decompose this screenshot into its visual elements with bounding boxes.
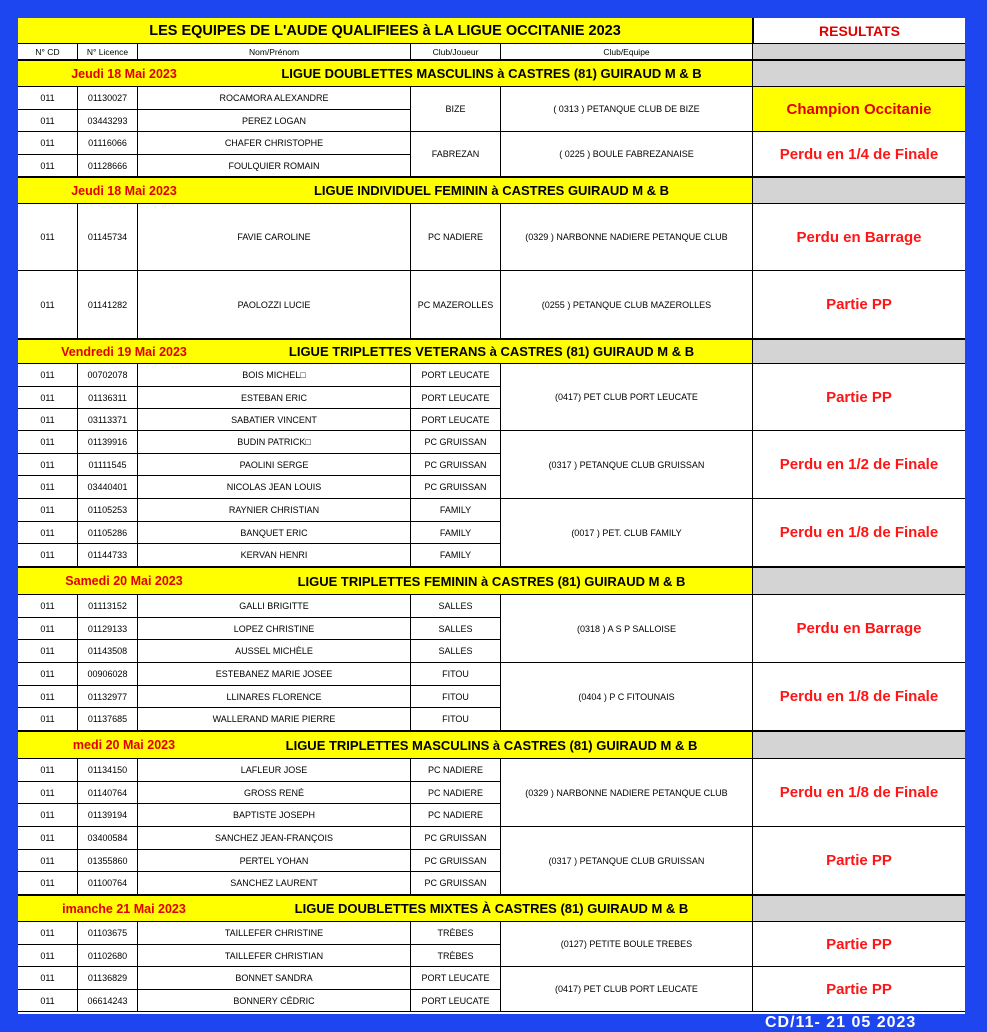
team-name: (0255 ) PETANQUE CLUB MAZEROLLES xyxy=(501,271,753,339)
licence-cell: 03400584 xyxy=(78,827,138,850)
player-name: BOIS MICHEL□ xyxy=(138,364,411,387)
column-header: N° Licence xyxy=(78,44,138,60)
column-header: Club/Equipe xyxy=(501,44,753,60)
player-name: SANCHEZ LAURENT xyxy=(138,872,411,895)
team-club: BIZE xyxy=(411,87,501,132)
section-title: LIGUE TRIPLETTES MASCULINS à CASTRES (81) GUIRAUD M & B xyxy=(285,737,698,753)
player-club: SALLES xyxy=(411,640,501,663)
player-name: PAOLOZZI LUCIE xyxy=(138,271,411,339)
column-header: Nom/Prénom xyxy=(138,44,411,60)
team-name: (0127) PETITE BOULE TREBES xyxy=(501,922,753,967)
footer-reference: CD/11- 21 05 2023 xyxy=(765,1014,917,1031)
player-name: TAILLEFER CHRISTIAN xyxy=(138,945,411,967)
section-date: imanche 21 Mai 2023 xyxy=(62,901,186,916)
team-name: (0404 ) P C FITOUNAIS xyxy=(501,663,753,731)
cd-cell: 011 xyxy=(18,967,78,990)
licence-cell: 01113152 xyxy=(78,595,138,618)
player-club: SALLES xyxy=(411,595,501,618)
results-sheet xyxy=(18,18,965,1014)
cd-cell: 011 xyxy=(18,782,78,804)
cd-cell: 011 xyxy=(18,595,78,618)
team-name: (0329 ) NARBONNE NADIERE PETANQUE CLUB xyxy=(501,204,753,271)
team-club: PC NADIERE xyxy=(411,204,501,271)
cd-cell: 011 xyxy=(18,804,78,827)
section-result-placeholder xyxy=(753,895,965,922)
section-date: medi 20 Mai 2023 xyxy=(72,738,176,752)
cd-cell: 011 xyxy=(18,618,78,640)
cd-cell: 011 xyxy=(18,759,78,782)
licence-cell: 01140764 xyxy=(78,782,138,804)
cd-cell: 011 xyxy=(18,204,78,271)
team-result: Perdu en Barrage xyxy=(753,204,965,271)
licence-cell: 00702078 xyxy=(78,364,138,387)
player-club: PC NADIERE xyxy=(411,759,501,782)
team-result: Partie PP xyxy=(753,922,965,967)
cd-cell: 011 xyxy=(18,387,78,409)
section-result-placeholder xyxy=(753,60,965,87)
licence-cell: 01129133 xyxy=(78,618,138,640)
player-name: PEREZ LOGAN xyxy=(138,110,411,132)
cd-cell: 011 xyxy=(18,110,78,132)
player-name: BANQUET ERIC xyxy=(138,522,411,544)
team-result: Perdu en 1/8 de Finale xyxy=(753,759,965,827)
player-club: PORT LEUCATE xyxy=(411,364,501,387)
cd-cell: 011 xyxy=(18,872,78,895)
player-name: WALLERAND MARIE PIERRE xyxy=(138,708,411,731)
licence-cell: 01130027 xyxy=(78,87,138,110)
licence-cell: 01136829 xyxy=(78,967,138,990)
cd-cell: 011 xyxy=(18,708,78,731)
section-date: Vendredi 19 Mai 2023 xyxy=(61,344,187,359)
cd-cell: 011 xyxy=(18,271,78,339)
licence-cell: 01355860 xyxy=(78,850,138,872)
licence-cell: 01116066 xyxy=(78,132,138,155)
player-name: LOPEZ CHRISTINE xyxy=(138,618,411,640)
player-club: TRÈBES xyxy=(411,945,501,967)
licence-cell: 00906028 xyxy=(78,663,138,686)
player-club: PC GRUISSAN xyxy=(411,850,501,872)
licence-cell: 06614243 xyxy=(78,990,138,1012)
player-name: ESTEBANEZ MARIE JOSEE xyxy=(138,663,411,686)
cd-cell: 011 xyxy=(18,454,78,476)
team-name: (0329 ) NARBONNE NADIERE PETANQUE CLUB xyxy=(501,759,753,827)
player-club: PORT LEUCATE xyxy=(411,967,501,990)
cd-cell: 011 xyxy=(18,827,78,850)
player-name: PAOLINI SERGE xyxy=(138,454,411,476)
player-club: PC GRUISSAN xyxy=(411,872,501,895)
cd-cell: 011 xyxy=(18,431,78,454)
section-result-placeholder xyxy=(753,731,965,759)
cd-cell: 011 xyxy=(18,663,78,686)
team-name: (0417) PET CLUB PORT LEUCATE xyxy=(501,967,753,1012)
team-name: (0318 ) A S P SALLOISE xyxy=(501,595,753,663)
team-result: Partie PP xyxy=(753,271,965,339)
section-title: LIGUE TRIPLETTES FEMININ à CASTRES (81) GUIRAUD M & B xyxy=(297,573,686,589)
licence-cell: 01144733 xyxy=(78,544,138,567)
licence-cell: 01105286 xyxy=(78,522,138,544)
player-club: PC NADIERE xyxy=(411,782,501,804)
player-club: PORT LEUCATE xyxy=(411,387,501,409)
player-club: PC GRUISSAN xyxy=(411,431,501,454)
cd-cell: 011 xyxy=(18,922,78,945)
player-club: FITOU xyxy=(411,708,501,731)
player-name: GROSS RENÉ xyxy=(138,782,411,804)
cd-cell: 011 xyxy=(18,945,78,967)
team-name: ( 0313 ) PETANQUE CLUB DE BIZE xyxy=(501,87,753,132)
player-club: FITOU xyxy=(411,663,501,686)
cd-cell: 011 xyxy=(18,499,78,522)
team-club: FABREZAN xyxy=(411,132,501,177)
player-name: TAILLEFER CHRISTINE xyxy=(138,922,411,945)
player-name: PERTEL YOHAN xyxy=(138,850,411,872)
team-name: (0317 ) PETANQUE CLUB GRUISSAN xyxy=(501,827,753,895)
player-name: BONNET SANDRA xyxy=(138,967,411,990)
cd-cell: 011 xyxy=(18,544,78,567)
column-header: Club/Joueur xyxy=(411,44,501,60)
section-result-placeholder xyxy=(753,567,965,595)
team-club: PC MAZEROLLES xyxy=(411,271,501,339)
player-name: BONNERY CÉDRIC xyxy=(138,990,411,1012)
player-club: PC GRUISSAN xyxy=(411,454,501,476)
cd-cell: 011 xyxy=(18,132,78,155)
right-border xyxy=(965,0,987,1032)
team-result: Champion Occitanie xyxy=(753,87,965,132)
licence-cell: 01102680 xyxy=(78,945,138,967)
cd-cell: 011 xyxy=(18,476,78,499)
licence-cell: 01105253 xyxy=(78,499,138,522)
cd-cell: 011 xyxy=(18,686,78,708)
team-result: Perdu en Barrage xyxy=(753,595,965,663)
player-name: SANCHEZ JEAN-FRANÇOIS xyxy=(138,827,411,850)
section-date: Jeudi 18 Mai 2023 xyxy=(71,66,177,81)
licence-cell: 01134150 xyxy=(78,759,138,782)
player-name: FAVIE CAROLINE xyxy=(138,204,411,271)
player-club: FAMILY xyxy=(411,499,501,522)
licence-cell: 01145734 xyxy=(78,204,138,271)
player-name: SABATIER VINCENT xyxy=(138,409,411,431)
section-title: LIGUE DOUBLETTES MASCULINS à CASTRES (81) GUIRAUD M & B xyxy=(281,66,702,81)
player-club: FAMILY xyxy=(411,522,501,544)
results-header-spacer xyxy=(753,44,965,60)
cd-cell: 011 xyxy=(18,155,78,177)
column-header: N° CD xyxy=(18,44,78,60)
player-name: GALLI BRIGITTE xyxy=(138,595,411,618)
licence-cell: 03440401 xyxy=(78,476,138,499)
player-club: FITOU xyxy=(411,686,501,708)
licence-cell: 01139916 xyxy=(78,431,138,454)
team-name: (0017 ) PET. CLUB FAMILY xyxy=(501,499,753,567)
player-club: PC GRUISSAN xyxy=(411,827,501,850)
licence-cell: 01143508 xyxy=(78,640,138,663)
team-result: Partie PP xyxy=(753,967,965,1012)
player-club: FAMILY xyxy=(411,544,501,567)
player-club: PORT LEUCATE xyxy=(411,990,501,1012)
team-result: Partie PP xyxy=(753,364,965,431)
player-club: PC GRUISSAN xyxy=(411,476,501,499)
player-name: LLINARES FLORENCE xyxy=(138,686,411,708)
player-club: PORT LEUCATE xyxy=(411,409,501,431)
licence-cell: 01132977 xyxy=(78,686,138,708)
team-result: Perdu en 1/8 de Finale xyxy=(753,499,965,567)
licence-cell: 01103675 xyxy=(78,922,138,945)
cd-cell: 011 xyxy=(18,640,78,663)
team-name: (0417) PET CLUB PORT LEUCATE xyxy=(501,364,753,431)
player-name: LAFLEUR JOSE xyxy=(138,759,411,782)
page-title: LES EQUIPES DE L'AUDE QUALIFIEES à LA LIGUE OCCITANIE 2023 xyxy=(18,18,753,44)
licence-cell: 01128666 xyxy=(78,155,138,177)
cd-cell: 011 xyxy=(18,850,78,872)
licence-cell: 01136311 xyxy=(78,387,138,409)
section-title: LIGUE TRIPLETTES VETERANS à CASTRES (81) GUIRAUD M & B xyxy=(288,344,695,359)
player-name: RAYNIER CHRISTIAN xyxy=(138,499,411,522)
player-name: BAPTISTE JOSEPH xyxy=(138,804,411,827)
team-result: Perdu en 1/4 de Finale xyxy=(753,132,965,177)
licence-cell: 01139194 xyxy=(78,804,138,827)
results-header: RESULTATS xyxy=(753,18,965,44)
player-name: ESTEBAN ERIC xyxy=(138,387,411,409)
cd-cell: 011 xyxy=(18,409,78,431)
licence-cell: 01100764 xyxy=(78,872,138,895)
section-title: LIGUE DOUBLETTES MIXTES À CASTRES (81) GUIRAUD M & B xyxy=(294,901,689,916)
team-result: Partie PP xyxy=(753,827,965,895)
cd-cell: 011 xyxy=(18,364,78,387)
player-club: PC NADIERE xyxy=(411,804,501,827)
player-name: AUSSEL MICHÈLE xyxy=(138,640,411,663)
player-club: TRÈBES xyxy=(411,922,501,945)
team-name: ( 0225 ) BOULE FABREZANAISE xyxy=(501,132,753,177)
team-name: (0317 ) PETANQUE CLUB GRUISSAN xyxy=(501,431,753,499)
section-date: Samedi 20 Mai 2023 xyxy=(65,574,183,588)
licence-cell: 03443293 xyxy=(78,110,138,132)
section-result-placeholder xyxy=(753,177,965,204)
licence-cell: 03113371 xyxy=(78,409,138,431)
section-date: Jeudi 18 Mai 2023 xyxy=(71,183,177,198)
team-result: Perdu en 1/2 de Finale xyxy=(753,431,965,499)
player-name: BUDIN PATRICK□ xyxy=(138,431,411,454)
cd-cell: 011 xyxy=(18,87,78,110)
licence-cell: 01137685 xyxy=(78,708,138,731)
cd-cell: 011 xyxy=(18,522,78,544)
player-name: FOULQUIER ROMAIN xyxy=(138,155,411,177)
licence-cell: 01111545 xyxy=(78,454,138,476)
player-name: KERVAN HENRI xyxy=(138,544,411,567)
cd-cell: 011 xyxy=(18,990,78,1012)
player-name: CHAFER CHRISTOPHE xyxy=(138,132,411,155)
player-name: ROCAMORA ALEXANDRE xyxy=(138,87,411,110)
team-result: Perdu en 1/8 de Finale xyxy=(753,663,965,731)
section-result-placeholder xyxy=(753,339,965,364)
section-title: LIGUE INDIVIDUEL FEMININ à CASTRES GUIRAUD M & B xyxy=(313,183,670,198)
player-club: SALLES xyxy=(411,618,501,640)
player-name: NICOLAS JEAN LOUIS xyxy=(138,476,411,499)
licence-cell: 01141282 xyxy=(78,271,138,339)
